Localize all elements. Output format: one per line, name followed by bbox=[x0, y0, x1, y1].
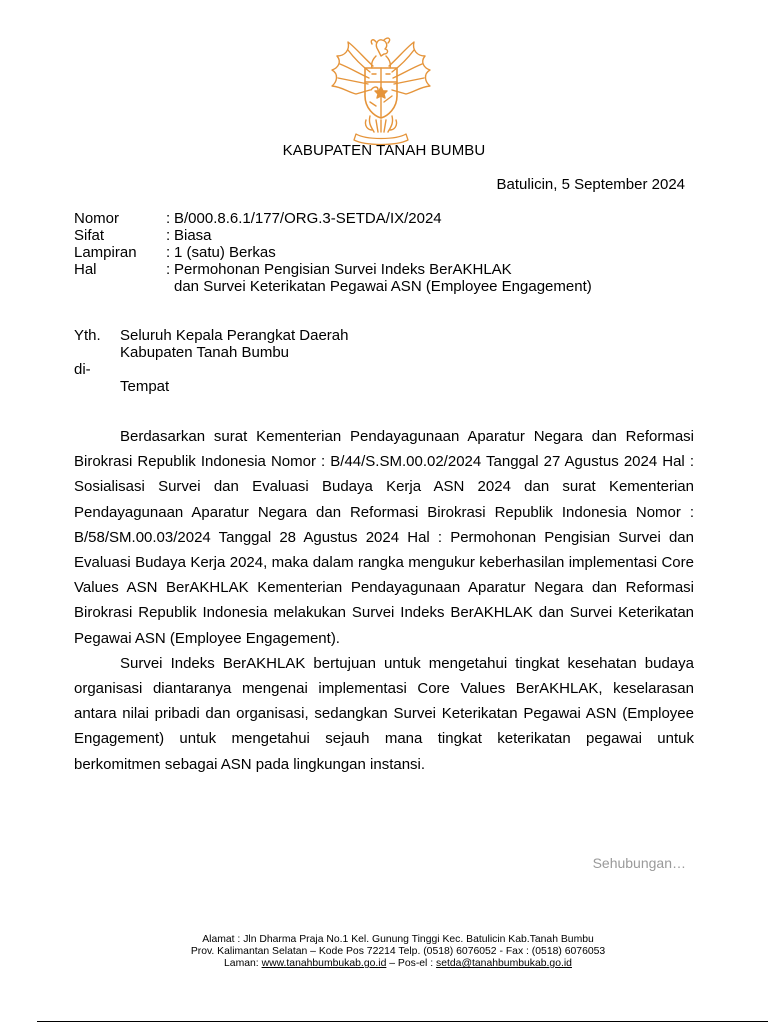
meta-separator: : bbox=[166, 261, 171, 278]
body-paragraph-2: Survei Indeks BerAKHLAK bertujuan untuk mengetahui tingkat kesehatan budaya organisasi diantaranya mengenai implementasi Core Values BerAKHLAK, keselarasan antara nilai pribadi dan organisasi, sedangkan Survei Keterikatan Pegawai ASN (Employee Engagement) untuk mengetahui sejauh mana tingkat keterikatan pegawai untuk berkomitmen sebagai ASN pada lingkungan instansi. bbox=[74, 654, 694, 773]
letter-date: Batulicin, 5 September 2024 bbox=[496, 176, 685, 193]
meta-separator: : bbox=[166, 210, 171, 227]
meta-separator: : bbox=[166, 244, 171, 261]
meta-value-lampiran: 1 (satu) Berkas bbox=[174, 244, 276, 261]
garuda-emblem-icon bbox=[326, 36, 436, 148]
recipient-block bbox=[74, 327, 349, 395]
website-link[interactable]: www.tanahbumbukab.go.id bbox=[261, 958, 387, 969]
meta-value-sifat: Biasa bbox=[174, 227, 212, 244]
di-label: di- bbox=[74, 361, 91, 378]
meta-label-lampiran: Lampiran bbox=[74, 244, 137, 261]
organization-name: KABUPATEN TANAH BUMBU bbox=[282, 142, 486, 159]
meta-row-nomor bbox=[74, 210, 592, 227]
meta-row-sifat bbox=[74, 227, 592, 244]
recipient-line-2: Kabupaten Tanah Bumbu bbox=[120, 344, 290, 361]
footer-address-line-2: Prov. Kalimantan Selatan – Kode Pos 72214 Telp. (0518) 6076052 - Fax : (0518) 6076053 bbox=[190, 946, 606, 957]
recipient-place: Tempat bbox=[120, 378, 170, 395]
footer-contact-line bbox=[0, 958, 768, 970]
recipient-row-2 bbox=[74, 344, 349, 361]
recipient-line-1: Seluruh Kepala Perangkat Daerah bbox=[120, 327, 349, 344]
recipient-indent bbox=[74, 344, 120, 361]
footer-laman-label: Laman: bbox=[224, 958, 259, 969]
yth-label: Yth. bbox=[74, 327, 101, 344]
body-paragraph-1: Berdasarkan surat Kementerian Pendayagunaan Aparatur Negara dan Reformasi Birokrasi Republik Indonesia Nomor : B/44/S.SM.00.02/2024 Tanggal 27 Agustus 2024 Hal : Sosialisasi Survei dan Evaluasi Budaya Kerja ASN 2024 dan surat Kementerian Pendayagunaan Aparatur Negara dan Reformasi Birokrasi Republik Indonesia Nomor : B/58/SM.00.03/2024 Tanggal 28 Agustus 2024 Hal : Permohonan Pengisian Survei dan Evaluasi Budaya Kerja 2024, maka dalam rangka mengukur keberhasilan implementasi Core Values ASN BerAKHLAK Kementerian Pendayagunaan Aparatur Negara dan Reformasi Birokrasi Republik Indonesia melakukan Survei Indeks BerAKHLAK dan Survei Keterikatan Pegawai ASN (Employee Engagement). bbox=[74, 428, 694, 647]
meta-value-hal-line1: Permohonan Pengisian Survei Indeks BerAKHLAK bbox=[174, 261, 512, 278]
meta-row-hal bbox=[74, 261, 592, 278]
meta-value-hal-line2: dan Survei Keterikatan Pegawai ASN (Employee Engagement) bbox=[174, 278, 592, 295]
letter-footer bbox=[0, 934, 768, 970]
meta-label-sifat: Sifat bbox=[74, 227, 105, 244]
meta-label-nomor: Nomor bbox=[74, 210, 120, 227]
footer-posel-label: – Pos-el : bbox=[389, 958, 434, 969]
footer-divider bbox=[37, 1021, 768, 1022]
recipient-row-3 bbox=[74, 361, 349, 378]
letter-meta bbox=[74, 210, 592, 295]
letter-body bbox=[74, 424, 694, 777]
meta-row-lampiran bbox=[74, 244, 592, 261]
recipient-indent bbox=[74, 378, 120, 395]
meta-label-hal: Hal bbox=[74, 261, 97, 278]
footer-address-line-1: Alamat : Jln Dharma Praja No.1 Kel. Gunung Tinggi Kec. Batulicin Kab.Tanah Bumbu bbox=[202, 934, 594, 945]
email-link[interactable]: setda@tanahbumbukab.go.id bbox=[436, 958, 572, 969]
recipient-row-4 bbox=[74, 378, 349, 395]
meta-value-nomor: B/000.8.6.1/177/ORG.3-SETDA/IX/2024 bbox=[174, 210, 442, 227]
meta-separator: : bbox=[166, 227, 171, 244]
recipient-row-1 bbox=[74, 327, 349, 344]
continuation-text: Sehubungan… bbox=[592, 855, 686, 871]
